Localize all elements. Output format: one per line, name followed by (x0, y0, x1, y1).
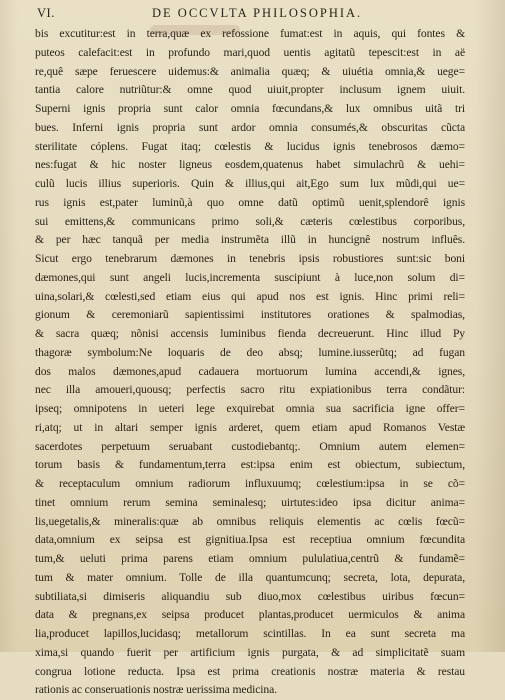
text-line: tinet omnium rerum semina seminalesq; uirtutes:ideo ipsa dicitur anima= (35, 495, 465, 509)
text-line: subtiliata,si dimiseris aliquandiu sub diuo,mox cœlestibus uiribus fœcun= (35, 589, 465, 603)
text-line: Sicut ergo tenebrarum dæmones in tenebris ipsis robustiores sunt:sic boni (35, 252, 465, 265)
text-line: bis excutitur:est in terra,quæ ex refossione fumat:est in aquis, qui fontes & (35, 27, 465, 40)
text-line: congrua lotione reducta. Ipsa est prima creationis nostræ materia & restau (35, 664, 465, 678)
body-text (35, 25, 465, 700)
text-line: & sacra quæq; nõnisi accensis luminibus fienda decreuerunt. Hinc illud Py (35, 327, 465, 340)
running-title: DE OCCVLTA PHILOSOPHIA. (152, 6, 363, 20)
text-line: sui emittens,& communicans primo soli,& cæteris cœlestibus corporibus, (35, 214, 465, 228)
text-line: tantia calore nutriũtur:& omne quod uiuit,propter inclusum ignem uiuit. (35, 83, 465, 97)
text-line: puteos calefacit:est in profundo mari,quod uentis agitatũ tepescit:est in aë (35, 45, 465, 59)
text-line: ipseq; omnipotens in ueteri lege exquirebat omnia sua sacrificia igne offer= (35, 402, 465, 415)
text-line: tum & mater omnium. Tolle de illa quantumcunq; secreta, lota, depurata, (35, 570, 465, 584)
text-line: torum basis & fundamentum,terra est:ipsa enim est obiectum, subiectum, (35, 458, 465, 472)
text-line: & per hæc tanquã per media instrumẽta illũ in huncignê nostrum influês. (35, 233, 465, 247)
text-line: nes:fugat & hic noster ligneus eosdem,quatenus habet simulachrũ & uehi= (35, 158, 465, 172)
text-line: Superni ignis propria sunt calor omnia fœcundans,& lux omnibus uitã tri (35, 102, 465, 115)
text-line: gionum & ceremoniarũ sapientissimi institutores orationes & spalmodias, (35, 308, 465, 322)
text-line: re,quê sæpe feruescere uidemus:& animalia quæq; & uiuétia omnia,& uege= (35, 64, 465, 78)
page-header (0, 6, 505, 24)
text-line: dæmones,qui sunt angeli lucis,incrementa suscipiunt à luce,non solum di= (35, 270, 465, 284)
text-line: lis,uegetalis,& mineralis:quæ ab omnibus reliquis elementis ac cœlis fœcũ= (35, 514, 465, 528)
text-line: tum,& ueluti prima parens etiam omnium pululatiua,centrũ & fundamẽ= (35, 552, 465, 565)
text-line: sterilitate cóplens. Fugat itaq; cœlestis & lucidus ignis tenebrosos dæmo= (35, 139, 465, 153)
text-line: sacerdotes perpetuum seruabant custodiebantq;. Omnium autem elemen= (35, 439, 465, 453)
text-line: culũ lucis illius superioris. Quin & illius,qui ait,Ego sum lux mũdi,qui ue= (35, 177, 465, 190)
text-line: thagoræ symbolum:Ne loquaris de deo absq; lumine.iusserũtq; ad fugan (35, 345, 465, 359)
folio-number: VI. (37, 6, 55, 20)
text-line: xima,si quando fuerit per artificium ignis purgata, & ad simplicitatẽ suam (35, 645, 465, 659)
text-line: rus ignis est,pater luminũ,à quo omne datũ optimũ uenit,splendorê ignis (35, 195, 465, 209)
text-line: & receptaculum omnium radiorum influxuumq; cœlestium:ipsa in se cõ= (35, 477, 465, 490)
text-line: dos malos dæmones,apud cadauera mortuorum lumina accendi,& ignes, (35, 364, 465, 378)
page-edge-shadow (475, 0, 505, 652)
text-line: ri,atq; ut in altari semper ignis arderet, quem etiam apud Romanos Vestæ (35, 420, 465, 434)
text-line: data & pregnans,ex seipsa producet plantas,producet uermiculos & anima (35, 608, 465, 622)
text-line: uina,solari,& cœlesti,sed etiam eius qui apud nos est ignis. Hinc primi reli= (35, 289, 465, 303)
text-line: nec illa amoueri,quousq; perfectis sacro ritu expiationibus terra condãtur: (35, 383, 465, 397)
text-line: data,omnium ex seipsa est gignitiua.Ipsa est receptiua omnium fœcundita (35, 533, 465, 547)
text-line: bues. Inferni ignis propria sunt ardor omnia consumés,& obscuritas cũcta (35, 120, 465, 134)
text-line: rationis ac conseruationis nostræ uerissima medicina. (35, 683, 277, 697)
text-line: lia,producet lapillos,lucidasq; metallorum scintillas. In ea sunt secreta ma (35, 627, 465, 640)
